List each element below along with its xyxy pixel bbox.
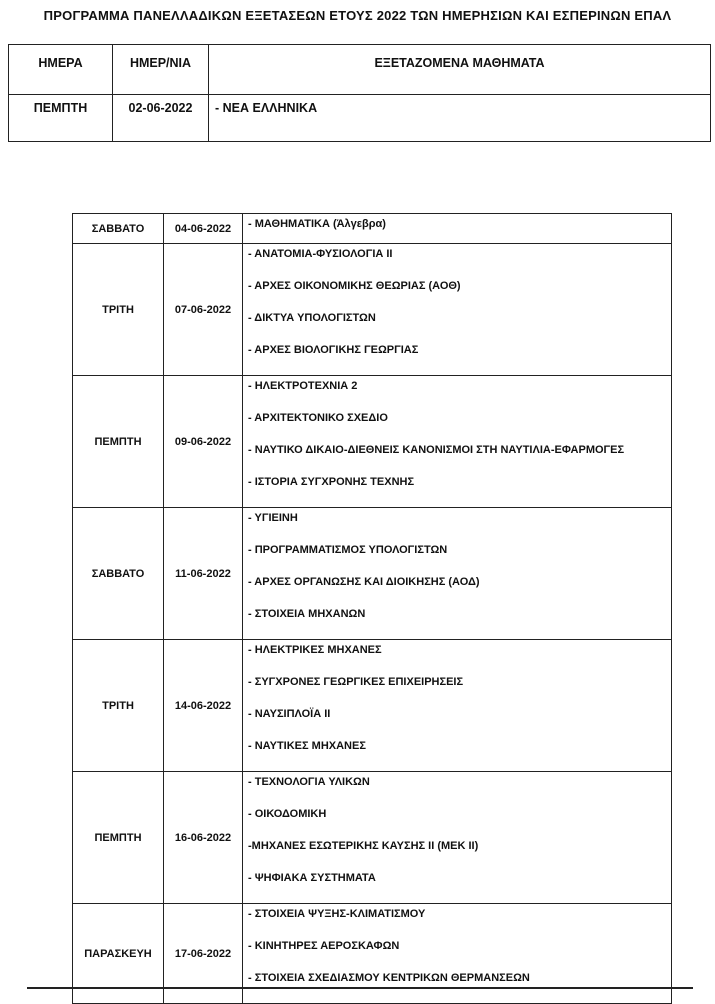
date-cell: 17-06-2022: [164, 904, 243, 1004]
subjects-cell: [243, 772, 672, 904]
subject-item: - ΝΑΥΤΙΚΟ ΔΙΚΑΙΟ-ΔΙΕΘΝΕΙΣ ΚΑΝΟΝΙΣΜΟΙ ΣΤΗ ΝΑΥΤΙΛΙΑ-ΕΦΑΡΜΟΓΕΣ: [248, 444, 625, 456]
date-cell: 16-06-2022: [164, 772, 243, 904]
date-cell: 07-06-2022: [164, 244, 243, 376]
date-cell: 14-06-2022: [164, 640, 243, 772]
table-row: [73, 376, 672, 508]
date-cell: 09-06-2022: [164, 376, 243, 508]
schedule-table: [72, 213, 672, 1004]
subject-item: - ΣΤΟΙΧΕΙΑ ΨΥΞΗΣ-ΚΛΙΜΑΤΙΣΜΟΥ: [248, 908, 426, 920]
subject-item: - ΙΣΤΟΡΙΑ ΣΥΓΧΡΟΝΗΣ ΤΕΧΝΗΣ: [248, 476, 415, 488]
bottom-divider: [27, 987, 693, 989]
date-cell: 02-06-2022: [113, 95, 209, 142]
table-row: [73, 640, 672, 772]
subject-item: - ΚΙΝΗΤΗΡΕΣ ΑΕΡΟΣΚΑΦΩΝ: [248, 940, 400, 952]
day-cell: ΣΑΒΒΑΤΟ: [73, 508, 164, 640]
day-cell: ΠΑΡΑΣΚΕΥΗ: [73, 904, 164, 1004]
subject-item: - ΑΡΧΙΤΕΚΤΟΝΙΚΟ ΣΧΕΔΙΟ: [248, 412, 388, 424]
table-row: [73, 772, 672, 904]
day-cell: ΠΕΜΠΤΗ: [73, 772, 164, 904]
subject-item: - ΤΕΧΝΟΛΟΓΙΑ ΥΛΙΚΩΝ: [248, 776, 370, 788]
subject-cell: - ΝΕΑ ΕΛΛΗΝΙΚΑ: [209, 95, 711, 142]
column-header-subjects: ΕΞΕΤΑΖΟΜΕΝΑ ΜΑΘΗΜΑΤΑ: [209, 45, 711, 95]
subject-item: - ΟΙΚΟΔΟΜΙΚΗ: [248, 808, 327, 820]
subjects-cell: [243, 244, 672, 376]
column-header-day: ΗΜΕΡΑ: [9, 45, 113, 95]
day-cell: ΤΡΙΤΗ: [73, 244, 164, 376]
header-table: [8, 44, 711, 142]
date-cell: 04-06-2022: [164, 214, 243, 244]
subject-item: - ΣΥΓΧΡΟΝΕΣ ΓΕΩΡΓΙΚΕΣ ΕΠΙΧΕΙΡΗΣΕΙΣ: [248, 676, 464, 688]
column-header-date: ΗΜΕΡ/ΝΙΑ: [113, 45, 209, 95]
day-cell: ΣΑΒΒΑΤΟ: [73, 214, 164, 244]
subject-item: - ΠΡΟΓΡΑΜΜΑΤΙΣΜΟΣ ΥΠΟΛΟΓΙΣΤΩΝ: [248, 544, 448, 556]
subject-item: - ΥΓΙΕΙΝΗ: [248, 512, 298, 524]
day-cell: ΤΡΙΤΗ: [73, 640, 164, 772]
subjects-cell: [243, 214, 672, 244]
table-row: [73, 508, 672, 640]
document-title: ΠΡΟΓΡΑΜΜΑ ΠΑΝΕΛΛΑΔΙΚΩΝ ΕΞΕΤΑΣΕΩΝ ΕΤΟΥΣ 2022 ΤΩΝ ΗΜΕΡΗΣΙΩΝ ΚΑΙ ΕΣΠΕΡΙΝΩΝ ΕΠΑΛ: [43, 8, 672, 23]
date-cell: 11-06-2022: [164, 508, 243, 640]
table-row: [73, 214, 672, 244]
subject-item: - ΝΑΥΣΙΠΛΟΪΑ II: [248, 708, 331, 720]
subject-item: - ΣΤΟΙΧΕΙΑ ΜΗΧΑΝΩΝ: [248, 608, 366, 620]
day-cell: ΠΕΜΠΤΗ: [9, 95, 113, 142]
subjects-cell: [243, 640, 672, 772]
table-row: [9, 95, 711, 142]
subjects-cell: [243, 376, 672, 508]
subject-item: - ΔΙΚΤΥΑ ΥΠΟΛΟΓΙΣΤΩΝ: [248, 312, 376, 324]
subject-item: - ΨΗΦΙΑΚΑ ΣΥΣΤΗΜΑΤΑ: [248, 872, 376, 884]
day-cell: ΠΕΜΠΤΗ: [73, 376, 164, 508]
subject-item: - ΣΤΟΙΧΕΙΑ ΣΧΕΔΙΑΣΜΟΥ ΚΕΝΤΡΙΚΩΝ ΘΕΡΜΑΝΣΕΩΝ: [248, 972, 530, 984]
subject-item: - ΑΡΧΕΣ ΒΙΟΛΟΓΙΚΗΣ ΓΕΩΡΓΙΑΣ: [248, 344, 419, 356]
subject-item: -ΜΗΧΑΝΕΣ ΕΣΩΤΕΡΙΚΗΣ ΚΑΥΣΗΣ II (ΜΕΚ II): [248, 840, 479, 852]
subject-item: - ΝΑΥΤΙΚΕΣ ΜΗΧΑΝΕΣ: [248, 740, 366, 752]
subject-item: - ΗΛΕΚΤΡΙΚΕΣ ΜΗΧΑΝΕΣ: [248, 644, 382, 656]
subject-item: - ΑΡΧΕΣ ΟΡΓΑΝΩΣΗΣ ΚΑΙ ΔΙΟΙΚΗΣΗΣ (ΑΟΔ): [248, 576, 480, 588]
subject-item: - ΑΡΧΕΣ ΟΙΚΟΝΟΜΙΚΗΣ ΘΕΩΡΙΑΣ (ΑΟΘ): [248, 280, 461, 292]
subject-item: - ΗΛΕΚΤΡΟΤΕΧΝΙΑ 2: [248, 380, 358, 392]
subject-item: - ΑΝΑΤΟΜΙΑ-ΦΥΣΙΟΛΟΓΙΑ II: [248, 248, 393, 260]
table-row: [73, 244, 672, 376]
header-row: [9, 45, 711, 95]
subjects-cell: [243, 508, 672, 640]
subject-item: - ΜΑΘΗΜΑΤΙΚΑ (Άλγεβρα): [248, 218, 386, 230]
